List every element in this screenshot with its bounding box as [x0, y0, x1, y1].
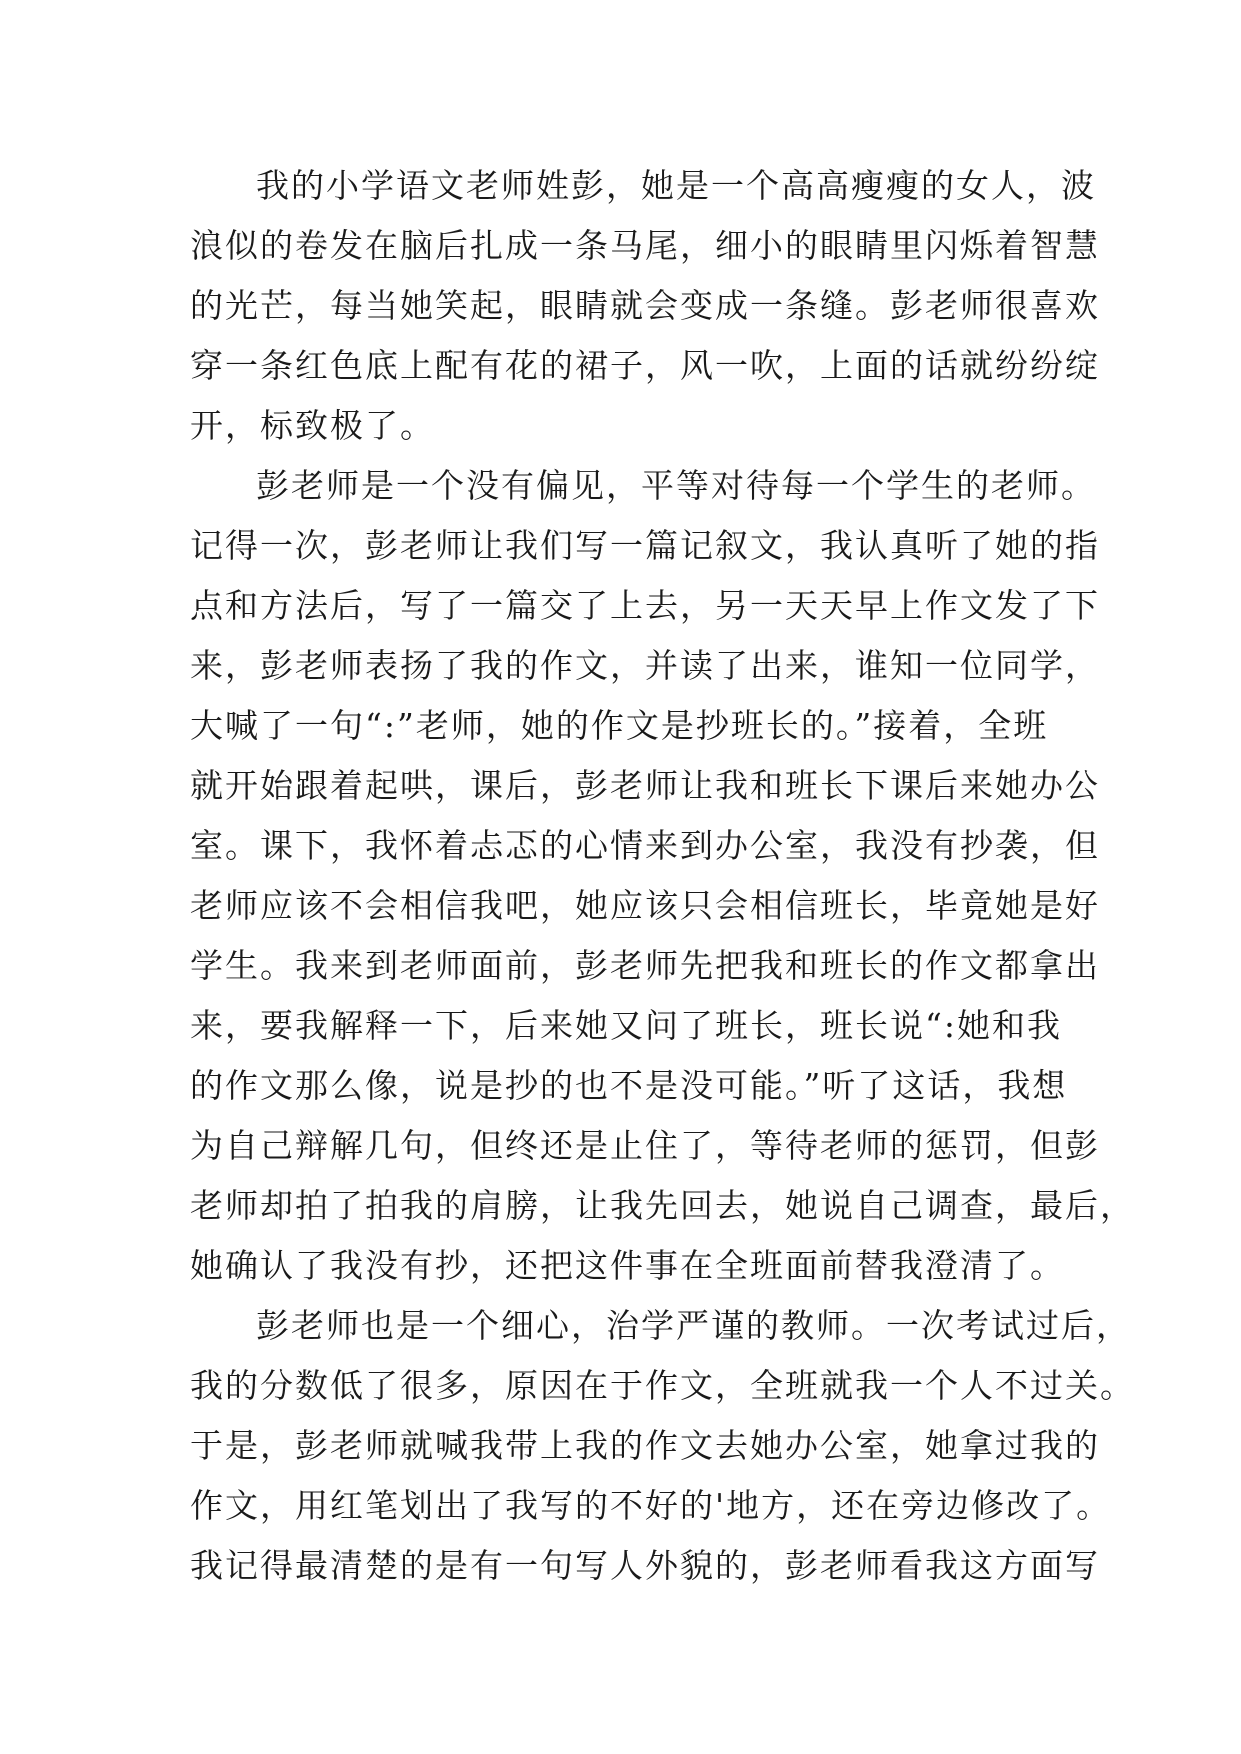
- paragraph-line: 彭老师也是一个细心，治学严谨的教师。一次考试过后，: [256, 1306, 1131, 1345]
- paragraph-1: [190, 156, 1100, 456]
- paragraph-2: [190, 456, 1135, 1296]
- paragraph-line: 来，要我解释一下，后来她又问了班长，班长说“:她和我: [190, 1006, 1062, 1045]
- paragraph-line: 彭老师是一个没有偏见，平等对待每一个学生的老师。: [256, 466, 1096, 505]
- paragraph-line: 来，彭老师表扬了我的作文，并读了出来，谁知一位同学，: [190, 646, 1100, 685]
- paragraph-line: 我记得最清楚的是有一句写人外貌的，彭老师看我这方面写: [190, 1546, 1100, 1585]
- paragraph-line: 她确认了我没有抄，还把这件事在全班面前替我澄清了。: [190, 1246, 1065, 1285]
- paragraph-line: 室。课下，我怀着忐忑的心情来到办公室，我没有抄袭，但: [190, 826, 1100, 865]
- paragraph-line: 我的分数低了很多，原因在于作文，全班就我一个人不过关。: [190, 1366, 1135, 1405]
- paragraph-line: 大喊了一句“:”老师，她的作文是抄班长的。”接着，全班: [190, 706, 1049, 745]
- paragraph-line: 的光芒，每当她笑起，眼睛就会变成一条缝。彭老师很喜欢: [190, 286, 1100, 325]
- paragraph-line: 我的小学语文老师姓彭，她是一个高高瘦瘦的女人，波: [256, 166, 1096, 205]
- paragraph-line: 作文，用红笔划出了我写的不好的'地方，还在旁边修改了。: [190, 1486, 1112, 1525]
- paragraph-line: 为自己辩解几句，但终还是止住了，等待老师的惩罚，但彭: [190, 1126, 1100, 1165]
- paragraph-line: 老师应该不会相信我吧，她应该只会相信班长，毕竟她是好: [190, 886, 1100, 925]
- paragraph-line: 浪似的卷发在脑后扎成一条马尾，细小的眼睛里闪烁着智慧: [190, 226, 1100, 265]
- paragraph-line: 的作文那么像，说是抄的也不是没可能。”听了这话，我想: [190, 1066, 1068, 1105]
- paragraph-line: 学生。我来到老师面前，彭老师先把我和班长的作文都拿出: [190, 946, 1100, 985]
- paragraph-3: [190, 1296, 1135, 1596]
- paragraph-line: 穿一条红色底上配有花的裙子，风一吹，上面的话就纷纷绽: [190, 346, 1100, 385]
- paragraph-line: 老师却拍了拍我的肩膀，让我先回去，她说自己调查，最后，: [190, 1186, 1135, 1225]
- paragraph-line: 于是，彭老师就喊我带上我的作文去她办公室，她拿过我的: [190, 1426, 1100, 1465]
- paragraph-line: 记得一次，彭老师让我们写一篇记叙文，我认真听了她的指: [190, 526, 1100, 565]
- paragraph-line: 点和方法后，写了一篇交了上去，另一天天早上作文发了下: [190, 586, 1100, 625]
- paragraph-line: 就开始跟着起哄，课后，彭老师让我和班长下课后来她办公: [190, 766, 1100, 805]
- paragraph-line: 开，标致极了。: [190, 406, 435, 445]
- article-body: [190, 156, 1135, 1596]
